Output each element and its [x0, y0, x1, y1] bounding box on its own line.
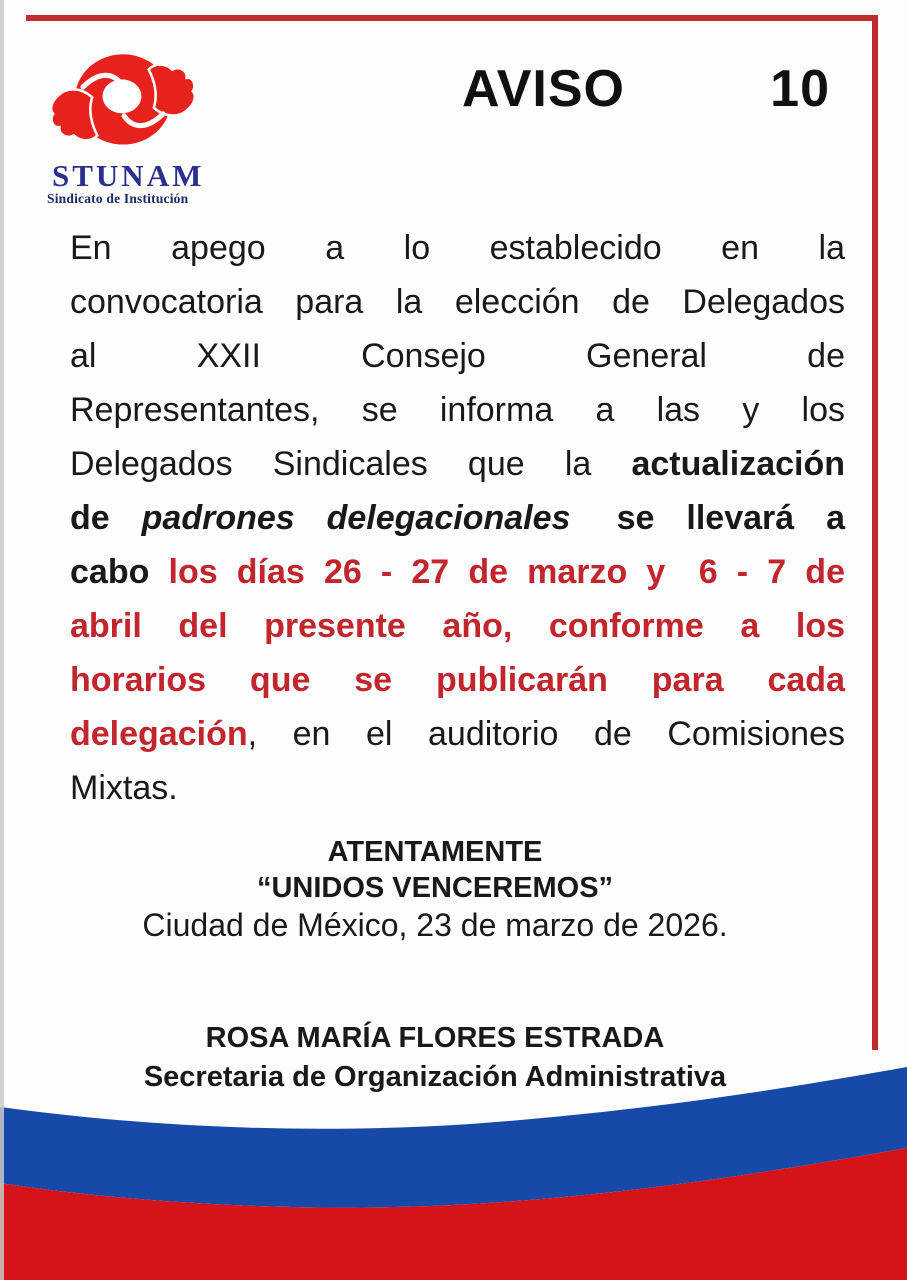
notice-title-number: 10: [770, 60, 830, 118]
signer-title: Secretaria de Organización Administrativa: [143, 1061, 727, 1093]
signature-block: [0, 1019, 870, 1097]
closing-salutation: ATENTAMENTE: [327, 836, 543, 868]
body-line: [70, 383, 845, 437]
closing-block: [0, 834, 870, 944]
text-run: Delegados Sindicales que la: [70, 445, 632, 483]
body-line: [70, 221, 845, 275]
body-line: [70, 491, 845, 545]
text-run-bold: se llevará a: [584, 499, 846, 537]
text-run-red: los días 26 - 27 de marzo y: [168, 553, 685, 591]
text-run: al XXII Consejo General de: [70, 337, 845, 375]
text-run-red: abril del presente año, conforme a los: [70, 607, 845, 645]
top-border-rule: [26, 15, 878, 21]
signer-name: ROSA MARÍA FLORES ESTRADA: [205, 1022, 665, 1054]
text-run: convocatoria para la elección de Delegados: [70, 283, 845, 321]
photo-edge-shadow: [0, 0, 4, 1280]
body-line: [70, 545, 845, 599]
text-run: , en el auditorio de Comisiones: [247, 715, 845, 753]
stunam-logo-block: [44, 44, 214, 206]
closing-motto: “UNIDOS VENCEREMOS”: [256, 872, 614, 904]
text-run-bold: cabo: [70, 553, 169, 591]
body-line: [70, 761, 845, 815]
notice-body: [70, 221, 845, 815]
text-run-bold: actualización: [631, 445, 845, 483]
stunam-fists-ring-icon: [44, 44, 202, 162]
text-run-red: delegación: [70, 715, 248, 753]
body-line: [70, 707, 845, 761]
body-line: [70, 329, 845, 383]
text-run-red: 6 - 7 de: [698, 553, 845, 591]
body-line: [70, 275, 845, 329]
right-border-rule: [872, 15, 878, 1050]
text-run: Representantes, se informa a las y los: [70, 391, 845, 429]
text-run-bold: de: [70, 499, 142, 537]
logo-org-name: STUNAM: [52, 158, 205, 193]
body-line: [70, 437, 845, 491]
text-run-bold-italic: padrones delegacionales: [141, 499, 571, 537]
text-run: Mixtas.: [70, 769, 178, 807]
text-run-red: horarios que se publicarán para cada: [70, 661, 845, 699]
logo-tagline: Sindicato de Institución: [47, 191, 189, 206]
body-line: [70, 653, 845, 707]
closing-dateline: Ciudad de México, 23 de marzo de 2026.: [142, 907, 728, 943]
notice-title-row: [462, 62, 830, 116]
text-run: En apego a lo establecido en la: [70, 229, 845, 267]
body-line: [70, 599, 845, 653]
notice-title-label: AVISO: [462, 60, 625, 118]
